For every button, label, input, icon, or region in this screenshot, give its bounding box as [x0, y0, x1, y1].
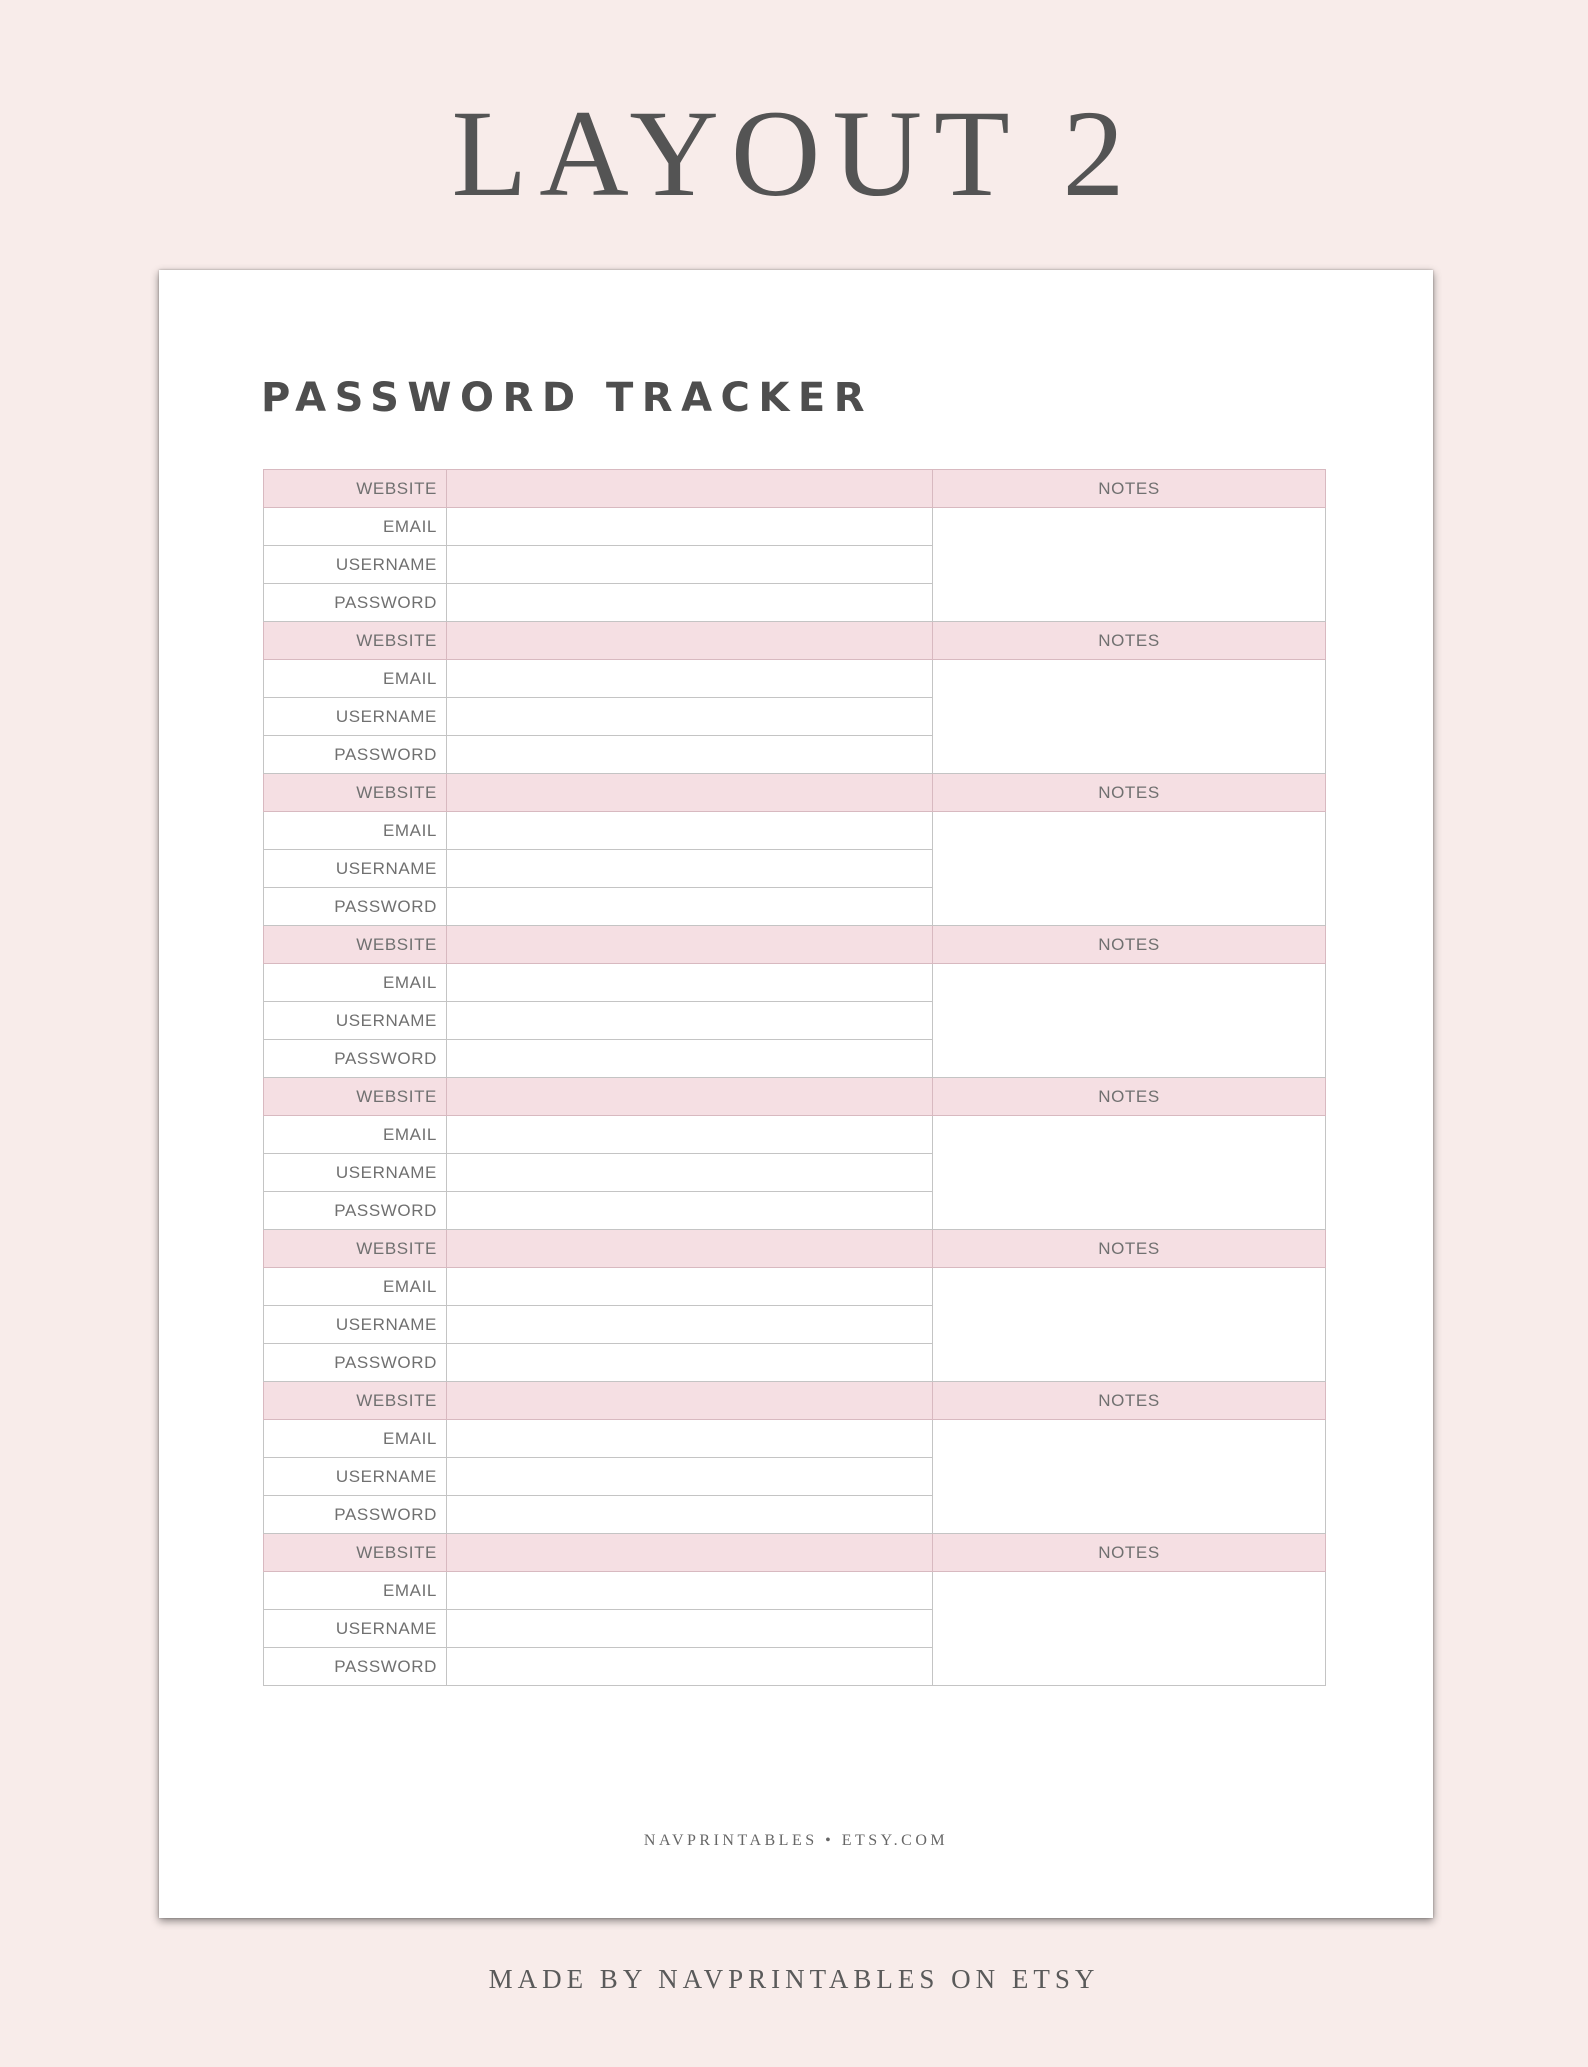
website-label: WEBSITE — [264, 470, 447, 508]
email-label: EMAIL — [264, 660, 447, 698]
entry-row — [264, 1268, 1326, 1306]
password-field[interactable] — [447, 888, 933, 926]
layout-heading: LAYOUT 2 — [451, 85, 1137, 222]
printable-sheet — [159, 270, 1433, 1918]
password-label: PASSWORD — [264, 1192, 447, 1230]
website-label: WEBSITE — [264, 1230, 447, 1268]
email-field[interactable] — [447, 1420, 933, 1458]
email-label: EMAIL — [264, 1116, 447, 1154]
username-label: USERNAME — [264, 698, 447, 736]
website-label: WEBSITE — [264, 926, 447, 964]
email-label: EMAIL — [264, 508, 447, 546]
email-label: EMAIL — [264, 1572, 447, 1610]
username-label: USERNAME — [264, 1154, 447, 1192]
username-label: USERNAME — [264, 546, 447, 584]
notes-field[interactable] — [933, 1116, 1326, 1230]
username-field[interactable] — [447, 1458, 933, 1496]
entry-header-row — [264, 1382, 1326, 1420]
notes-label: NOTES — [933, 1078, 1326, 1116]
website-label: WEBSITE — [264, 1078, 447, 1116]
notes-field[interactable] — [933, 508, 1326, 622]
username-label: USERNAME — [264, 850, 447, 888]
notes-label: NOTES — [933, 622, 1326, 660]
website-field[interactable] — [447, 1382, 933, 1420]
entry-header-row — [264, 470, 1326, 508]
email-field[interactable] — [447, 964, 933, 1002]
password-table — [263, 469, 1326, 1686]
email-label: EMAIL — [264, 812, 447, 850]
website-label: WEBSITE — [264, 1534, 447, 1572]
website-field[interactable] — [447, 926, 933, 964]
sheet-title: PASSWORD TRACKER — [261, 375, 873, 421]
password-label: PASSWORD — [264, 584, 447, 622]
notes-label: NOTES — [933, 470, 1326, 508]
entry-row — [264, 1420, 1326, 1458]
password-field[interactable] — [447, 584, 933, 622]
made-by-credit: MADE BY NAVPRINTABLES ON ETSY — [488, 1964, 1100, 1994]
email-label: EMAIL — [264, 1420, 447, 1458]
entry-row — [264, 964, 1326, 1002]
website-field[interactable] — [447, 1078, 933, 1116]
entry-row — [264, 508, 1326, 546]
password-label: PASSWORD — [264, 736, 447, 774]
password-label: PASSWORD — [264, 1648, 447, 1686]
entry-header-row — [264, 1230, 1326, 1268]
notes-label: NOTES — [933, 926, 1326, 964]
username-field[interactable] — [447, 1610, 933, 1648]
email-field[interactable] — [447, 1572, 933, 1610]
username-field[interactable] — [447, 850, 933, 888]
username-field[interactable] — [447, 1306, 933, 1344]
username-label: USERNAME — [264, 1002, 447, 1040]
username-label: USERNAME — [264, 1610, 447, 1648]
website-field[interactable] — [447, 1230, 933, 1268]
password-label: PASSWORD — [264, 1344, 447, 1382]
website-field[interactable] — [447, 470, 933, 508]
notes-label: NOTES — [933, 1230, 1326, 1268]
password-field[interactable] — [447, 736, 933, 774]
email-label: EMAIL — [264, 964, 447, 1002]
notes-field[interactable] — [933, 1572, 1326, 1686]
email-field[interactable] — [447, 660, 933, 698]
entry-row — [264, 660, 1326, 698]
email-label: EMAIL — [264, 1268, 447, 1306]
username-field[interactable] — [447, 698, 933, 736]
notes-label: NOTES — [933, 1382, 1326, 1420]
website-field[interactable] — [447, 1534, 933, 1572]
entry-header-row — [264, 926, 1326, 964]
notes-field[interactable] — [933, 812, 1326, 926]
password-field[interactable] — [447, 1192, 933, 1230]
notes-label: NOTES — [933, 774, 1326, 812]
notes-label: NOTES — [933, 1534, 1326, 1572]
website-label: WEBSITE — [264, 774, 447, 812]
email-field[interactable] — [447, 508, 933, 546]
email-field[interactable] — [447, 812, 933, 850]
entry-row — [264, 1116, 1326, 1154]
password-field[interactable] — [447, 1040, 933, 1078]
username-label: USERNAME — [264, 1458, 447, 1496]
sheet-footer: NAVPRINTABLES • ETSY.COM — [643, 1832, 949, 1849]
entry-header-row — [264, 1078, 1326, 1116]
password-label: PASSWORD — [264, 1040, 447, 1078]
username-field[interactable] — [447, 1002, 933, 1040]
notes-field[interactable] — [933, 1420, 1326, 1534]
password-field[interactable] — [447, 1648, 933, 1686]
entry-header-row — [264, 1534, 1326, 1572]
website-label: WEBSITE — [264, 622, 447, 660]
notes-field[interactable] — [933, 660, 1326, 774]
notes-field[interactable] — [933, 964, 1326, 1078]
website-field[interactable] — [447, 774, 933, 812]
password-field[interactable] — [447, 1496, 933, 1534]
entry-header-row — [264, 774, 1326, 812]
entry-header-row — [264, 622, 1326, 660]
entry-row — [264, 812, 1326, 850]
username-field[interactable] — [447, 546, 933, 584]
email-field[interactable] — [447, 1116, 933, 1154]
notes-field[interactable] — [933, 1268, 1326, 1382]
password-field[interactable] — [447, 1344, 933, 1382]
email-field[interactable] — [447, 1268, 933, 1306]
password-label: PASSWORD — [264, 888, 447, 926]
website-field[interactable] — [447, 622, 933, 660]
username-label: USERNAME — [264, 1306, 447, 1344]
password-label: PASSWORD — [264, 1496, 447, 1534]
website-label: WEBSITE — [264, 1382, 447, 1420]
username-field[interactable] — [447, 1154, 933, 1192]
entry-row — [264, 1572, 1326, 1610]
